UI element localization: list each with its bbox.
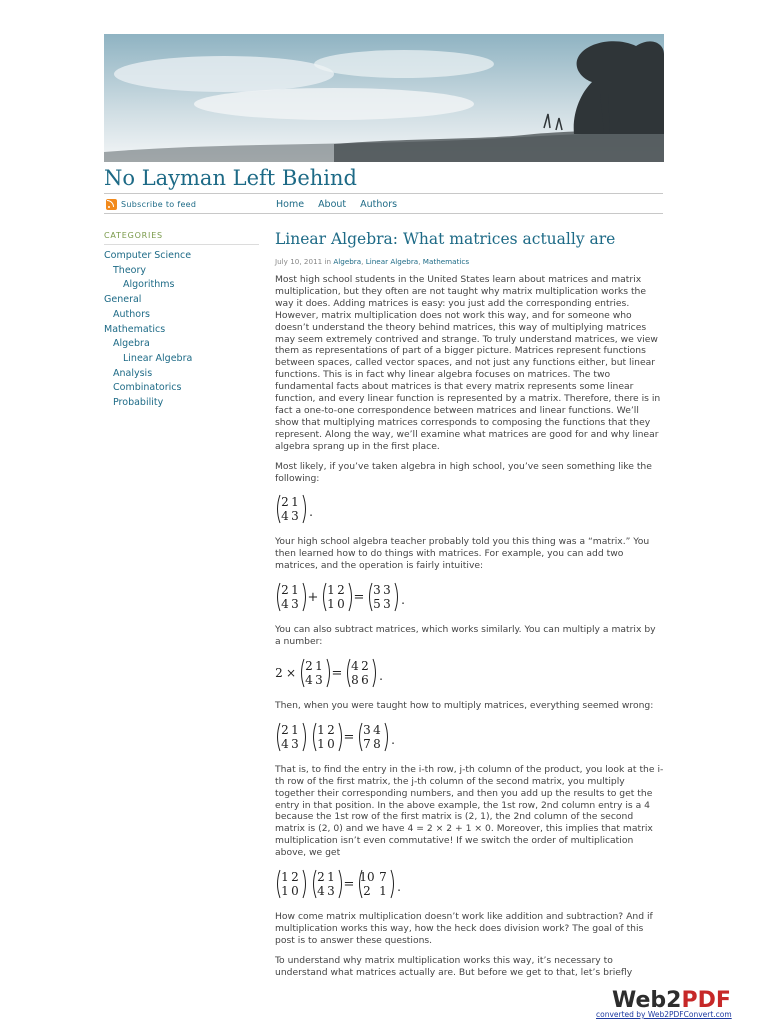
equals-sign: = bbox=[331, 665, 343, 681]
matrix-bracket bbox=[395, 583, 398, 611]
logo-text-b: PDF bbox=[681, 988, 731, 1013]
matrix-entry: 5 bbox=[373, 597, 381, 612]
post-meta: July 10, 2011 in Algebra, Linear Algebra, Mathematics bbox=[275, 257, 470, 266]
matrix-svg bbox=[275, 580, 664, 614]
period: . bbox=[379, 668, 383, 683]
matrix-entry: 4 bbox=[281, 736, 289, 751]
matrix-entry: 7 bbox=[363, 736, 371, 751]
matrix-entry: 2 bbox=[305, 658, 313, 673]
matrix-bracket bbox=[278, 870, 281, 898]
matrix-bracket bbox=[303, 870, 306, 898]
category-linear-algebra[interactable]: Linear Algebra bbox=[123, 352, 193, 364]
matrix-bracket bbox=[303, 583, 306, 611]
paragraph: That is, to find the entry in the i-th row, j-th column of the product, you look at the i-th row of the first matrix, the j-th column of the second matrix, you multiply together their corresponding numbers, and then you add up the results to get the entry in that position. In the above example, the 1st row, 2nd column entry is a 4 because the 1st row of the first matrix is (2, 1), the 2nd column of the second matrix is (2, 0) and we have 4 = 2 × 2 + 1 × 0. Moreover, this implies that matrix multiplication isn’t even commutative! If we switch the order of multiplication above, we get bbox=[275, 763, 664, 859]
post-category-link[interactable]: Mathematics bbox=[422, 257, 470, 266]
matrix-entry: 3 bbox=[291, 509, 299, 524]
nav-home[interactable]: Home bbox=[276, 199, 305, 210]
matrix-bracket bbox=[314, 723, 317, 751]
matrix-entry: 4 bbox=[281, 509, 289, 524]
post-category-link[interactable]: Linear Algebra bbox=[365, 257, 419, 266]
matrix-entry: 3 bbox=[373, 583, 381, 598]
matrix-bracket bbox=[278, 723, 281, 751]
matrix-entry: 8 bbox=[373, 736, 381, 751]
matrix-entry: 4 bbox=[317, 884, 325, 899]
matrix-svg bbox=[275, 867, 664, 901]
category-theory[interactable]: Theory bbox=[113, 264, 147, 276]
matrix-entry: 2 bbox=[361, 658, 369, 673]
matrix-bracket bbox=[278, 583, 281, 611]
matrix-svg bbox=[275, 720, 664, 754]
matrix-entry: 1 bbox=[327, 583, 335, 598]
matrix-bracket bbox=[278, 495, 281, 523]
category-algebra[interactable]: Algebra bbox=[113, 338, 150, 350]
post-category-link[interactable]: Algebra bbox=[333, 257, 362, 266]
subscribe-feed-link[interactable] bbox=[106, 199, 196, 210]
category-combinatorics[interactable]: Combinatorics bbox=[113, 382, 182, 394]
matrix-entry: 4 bbox=[281, 597, 289, 612]
matrix-entry: 1 bbox=[379, 884, 387, 899]
nav-authors[interactable]: Authors bbox=[360, 199, 398, 210]
matrix-entry: 2 bbox=[317, 870, 325, 885]
matrix-bracket bbox=[385, 723, 388, 751]
category-computer-science[interactable]: Computer Science bbox=[104, 250, 192, 261]
main-nav bbox=[276, 199, 397, 210]
matrix-entry: 0 bbox=[337, 597, 345, 612]
site-title[interactable]: No Layman Left Behind bbox=[104, 166, 357, 190]
post-meta-in: in bbox=[322, 257, 334, 266]
period: . bbox=[397, 880, 401, 895]
matrix-bracket bbox=[348, 659, 351, 687]
divider bbox=[104, 244, 259, 245]
paragraph: Most likely, if you’ve taken algebra in high school, you’ve seen something like the following: bbox=[275, 460, 652, 484]
matrix-equation bbox=[275, 656, 664, 690]
matrix-entry: 1 bbox=[291, 583, 299, 598]
period: . bbox=[401, 593, 405, 608]
equals-sign: = bbox=[343, 877, 355, 893]
category-general[interactable]: General bbox=[104, 294, 142, 306]
matrix-entry: 2 bbox=[281, 583, 289, 598]
matrix-entry: 3 bbox=[363, 722, 371, 737]
paragraph: Then, when you were taught how to multiply matrices, everything seemed wrong: bbox=[275, 699, 654, 711]
matrix-entry: 6 bbox=[361, 672, 369, 687]
matrix-entry: 3 bbox=[315, 672, 323, 687]
matrix-bracket bbox=[339, 870, 342, 898]
matrix-entry: 3 bbox=[291, 736, 299, 751]
converted-by-link[interactable]: converted by Web2PDFConvert.com bbox=[596, 1010, 732, 1019]
paragraph: To understand why matrix multiplication works this way, it’s necessary to understand what matrices actually are. But before we get to that, let’s briefly bbox=[275, 954, 633, 978]
matrix-equation bbox=[275, 720, 664, 754]
matrix-bracket bbox=[303, 495, 306, 523]
matrix-entry: 1 bbox=[291, 722, 299, 737]
nav-about[interactable]: About bbox=[318, 199, 347, 210]
matrix-bracket bbox=[327, 659, 330, 687]
matrix-entry: 1 bbox=[327, 870, 335, 885]
period: . bbox=[309, 505, 313, 520]
matrix-entry: 7 bbox=[379, 870, 387, 885]
matrix-entry: 4 bbox=[373, 722, 381, 737]
category-algorithms[interactable]: Algorithms bbox=[123, 279, 175, 291]
divider bbox=[104, 193, 663, 194]
rss-icon bbox=[106, 199, 117, 210]
times-sign: × bbox=[285, 665, 297, 680]
matrix-entry: 2 bbox=[327, 722, 335, 737]
matrix-bracket bbox=[373, 659, 376, 687]
category-probability[interactable]: Probability bbox=[113, 397, 164, 409]
subscribe-feed-label: Subscribe to feed bbox=[121, 200, 197, 209]
matrix-svg bbox=[275, 492, 664, 526]
paragraph: You can also subtract matrices, which works similarly. You can multiply a matrix by a number: bbox=[275, 624, 656, 648]
categories-list bbox=[104, 249, 192, 411]
matrix-bracket bbox=[349, 583, 352, 611]
matrix-entry: 0 bbox=[291, 884, 299, 899]
matrix-entry: 2 bbox=[281, 495, 289, 510]
matrix-entry: 3 bbox=[327, 884, 335, 899]
plus-sign: + bbox=[307, 590, 319, 606]
category-authors[interactable]: Authors bbox=[113, 308, 150, 320]
logo-text-a: Web2 bbox=[612, 988, 682, 1013]
matrix-bracket bbox=[391, 870, 394, 898]
matrix-entry: 1 bbox=[327, 597, 335, 612]
matrix-entry: 1 bbox=[291, 495, 299, 510]
header-banner-image bbox=[104, 34, 664, 162]
matrix-equation bbox=[275, 580, 664, 614]
equals-sign: = bbox=[343, 729, 355, 745]
matrix-entry: 1 bbox=[317, 736, 325, 751]
paragraph: Your high school algebra teacher probably told you this thing was a “matrix.” You then learned how to do things with matrices. For example, you can add two matrices, and the operation is fairly intuitive: bbox=[275, 536, 650, 572]
matrix-entry: 2 bbox=[291, 870, 299, 885]
matrix-entry: 3 bbox=[383, 597, 391, 612]
matrix-entry: 2 bbox=[281, 722, 289, 737]
matrix-entry: 3 bbox=[383, 583, 391, 598]
categories-heading: CATEGORIES bbox=[104, 231, 163, 240]
paragraph: Most high school students in the United States learn about matrices and matrix multiplication, but they often are not taught why matrix multiplication works the way it does. Adding matrices is easy: you just add the corresponding entries. However, matrix multiplication does not work this way, and for someone who doesn’t understand the theory behind matrices, this way of multiplying matrices may seem extremely contrived and strange. To truly understand matrices, we view them as representations of part of a bigger picture. Matrices represent functions between spaces, called vector spaces, and not just any functions either, but linear functions. This is in fact why linear algebra focuses on matrices. The two fundamental facts about matrices is that every matrix represents some linear function, and every linear function is represented by a matrix. Therefore, there is in fact a one-to-one correspondence between matrices and linear functions. We’ll show that multiplying matrices corresponds to composing the functions that they represent. Along the way, we’ll examine what matrices are good for and why linear algebra sprang up in the first place. bbox=[275, 274, 661, 452]
category-mathematics[interactable]: Mathematics bbox=[104, 323, 166, 335]
matrix-equation bbox=[275, 867, 664, 901]
category-analysis[interactable]: Analysis bbox=[113, 367, 153, 379]
post-title[interactable]: Linear Algebra: What matrices actually are bbox=[275, 230, 616, 248]
matrix-bracket bbox=[370, 583, 373, 611]
matrix-entry: 1 bbox=[317, 722, 325, 737]
matrix-entry: 2 bbox=[337, 583, 345, 598]
matrix-entry: 0 bbox=[327, 736, 335, 751]
matrix-entry: 1 bbox=[281, 870, 289, 885]
equals-sign: = bbox=[353, 590, 365, 606]
post-content bbox=[275, 274, 664, 987]
divider bbox=[104, 213, 663, 214]
matrix-entry: 2 bbox=[363, 884, 371, 899]
matrix-entry: 1 bbox=[315, 658, 323, 673]
matrix-bracket bbox=[302, 659, 305, 687]
matrix-entry: 10 bbox=[359, 870, 375, 885]
paragraph: How come matrix multiplication doesn’t work like addition and subtraction? And if multiplication works this way, how the heck does division work? The goal of this post is to answer these questions. bbox=[275, 911, 653, 946]
matrix-bracket bbox=[324, 583, 327, 611]
matrix-equation bbox=[275, 492, 664, 526]
matrix-bracket bbox=[303, 723, 306, 751]
matrix-bracket bbox=[339, 723, 342, 751]
matrix-entry: 1 bbox=[281, 884, 289, 899]
matrix-entry: 8 bbox=[351, 672, 359, 687]
matrix-bracket bbox=[314, 870, 317, 898]
matrix-entry: 4 bbox=[305, 672, 313, 687]
period: . bbox=[391, 732, 395, 747]
matrix-svg bbox=[275, 656, 664, 690]
post-date: July 10, 2011 bbox=[275, 257, 323, 266]
matrix-bracket bbox=[360, 723, 363, 751]
scalar: 2 bbox=[275, 665, 283, 680]
matrix-entry: 4 bbox=[351, 658, 359, 673]
matrix-entry: 3 bbox=[291, 597, 299, 612]
